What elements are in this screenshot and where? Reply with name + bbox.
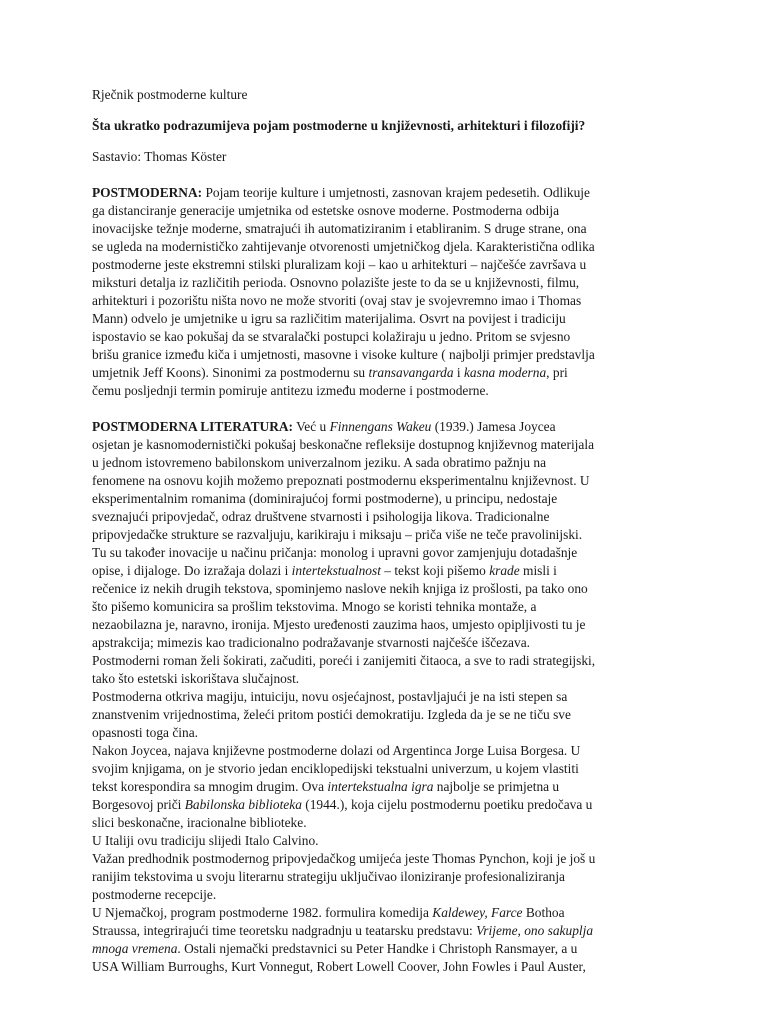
- text-line: [92, 292, 682, 310]
- text-segment: ga distanciranje generacije umjetnika od estetske osnove moderne. Postmoderna odbija: [92, 203, 560, 218]
- text-segment: , pri: [546, 365, 568, 380]
- text-segment: ranijim tekstovima u svoju literarnu strategiju uključivao iloniziranje profesionaliziranja: [92, 869, 566, 884]
- italic-term: mnoga vremena: [92, 941, 178, 956]
- text-line: [92, 670, 682, 688]
- italic-term: kasna moderna: [463, 365, 547, 380]
- section-postmoderna: [92, 184, 682, 400]
- text-segment: U Italiji ovu tradiciju slijedi Italo Calvino.: [92, 833, 319, 848]
- text-line: [92, 274, 682, 292]
- text-line: [92, 382, 682, 400]
- text-line: [92, 724, 682, 742]
- text-segment: – tekst koji pišemo: [380, 563, 490, 578]
- text-segment: misli i: [519, 563, 557, 578]
- text-line: [92, 760, 682, 778]
- text-line: [92, 616, 682, 634]
- text-segment: ispostavio se kao pokušaj da se stvaralački postupci kolažiraju u jedno. Pritom se svjesno: [92, 329, 571, 344]
- document-header: Rječnik postmoderne kulture: [92, 87, 248, 102]
- text-line: [92, 634, 682, 652]
- text-segment: najbolje se primjetna u: [433, 779, 560, 794]
- text-segment: arhitekturi i pozorištu ništa novo ne može stvoriti (ovaj stav je svojevremno imao i Thomas: [92, 293, 582, 308]
- text-segment: brišu granice između kiča i umjetnosti, masovne i visoke kulture ( najbolji primjer predstavlja: [92, 347, 595, 362]
- text-segment: se ugleda na modernističko zahtijevanje otvorenosti umjetničkog djela. Karakteristična odlika: [92, 239, 595, 254]
- text-line: [92, 184, 682, 202]
- text-line: [92, 202, 682, 220]
- text-line: [92, 904, 682, 922]
- text-segment: Nakon Joycea, najava književne postmoderne dolazi od Argentinca Jorge Luisa Borgesa. U: [92, 743, 581, 758]
- text-segment: eksperimentalnim romanima (dominirajućoj formi postmoderne), u principu, nedostaje: [92, 491, 558, 506]
- text-line: [92, 922, 682, 940]
- text-line: [92, 472, 682, 490]
- text-line: [92, 436, 682, 454]
- text-line: [92, 778, 682, 796]
- text-line: [92, 832, 682, 850]
- text-line: [92, 508, 682, 526]
- italic-term: Babilonska biblioteka: [184, 797, 302, 812]
- text-segment: (1939.) Jamesa Joycea: [431, 419, 556, 434]
- document-author: Sastavio: Thomas Köster: [92, 149, 227, 164]
- text-segment: opise, i dijaloge. Do izražaja dolazi i: [92, 563, 292, 578]
- document-question: Šta ukratko podrazumijeva pojam postmoderne u književnosti, arhitekturi i filozofiji?: [92, 118, 586, 133]
- text-line: [92, 706, 682, 724]
- text-line: [92, 310, 682, 328]
- text-line: [92, 598, 682, 616]
- text-segment: svojim knjigama, on je stvorio jedan enciklopedijski tekstualni univerzum, u kojem vlastiti: [92, 761, 579, 776]
- text-line: [92, 958, 682, 976]
- text-line: [92, 418, 682, 436]
- text-segment: znanstvenim vrijednostima, želeći pritom postići demokratiju. Izgleda da je se ne tiču sve: [92, 707, 571, 722]
- text-segment: USA William Burroughs, Kurt Vonnegut, Robert Lowell Coover, John Fowles i Paul Auster,: [92, 959, 586, 974]
- text-segment: tekst korespondira sa mnogim drugim. Ova: [92, 779, 328, 794]
- bold-term: POSTMODERNA LITERATURA:: [92, 419, 294, 434]
- text-segment: Pojam teorije kulture i umjetnosti, zasnovan krajem pedesetih. Odlikuje: [202, 185, 590, 200]
- text-segment: inovacijske težnje moderne, smatrajući ih automatiziranim i etabliranim. S druge strane, ona: [92, 221, 587, 236]
- italic-term: transavangarda: [368, 365, 454, 380]
- text-segment: apstrakcija; mimezis kao tradicionalno podražavanje stvarnosti najčešće iščezava.: [92, 635, 530, 650]
- italic-term: intertekstualna igra: [327, 779, 434, 794]
- text-segment: Važan predhodnik postmodernog pripovjedačkog umijeća jeste Thomas Pynchon, koji je još u: [92, 851, 596, 866]
- text-segment: pripovjedačke strukture se razvaljuju, karikiraju i miksaju – priča više ne teče pravolinijski.: [92, 527, 583, 542]
- text-segment: tako što estetski iskorištava slučajnost.: [92, 671, 300, 686]
- text-segment: umjetnik Jeff Koons). Sinonimi za postmodernu su: [92, 365, 369, 380]
- text-line: [92, 868, 682, 886]
- document-page: [92, 86, 682, 976]
- text-line: [92, 256, 682, 274]
- text-line: [92, 814, 682, 832]
- text-line: [92, 580, 682, 598]
- text-line: [92, 526, 682, 544]
- text-segment: opasnosti toga čina.: [92, 725, 198, 740]
- italic-term: intertekstualnost: [291, 563, 381, 578]
- text-segment: Straussa, integrirajući time teoretsku nadgradnju u teatarsku predstavu:: [92, 923, 477, 938]
- text-segment: Borgesovoj priči: [92, 797, 185, 812]
- text-line: [92, 886, 682, 904]
- text-segment: . Ostali njemački predstavnici su Peter Handke i Christoph Ransmayer, a u: [177, 941, 578, 956]
- text-segment: sveznajući pripovjedač, odraz društvene stvarnosti i psihologija likova. Tradicionalne: [92, 509, 550, 524]
- text-segment: (1944.), koja cijelu postmodernu poetiku predočava u: [301, 797, 593, 812]
- italic-term: Kaldewey, Farce: [432, 905, 523, 920]
- text-segment: fenomene na osnovu kojih možemo prepoznati postmodernu eksperimentalnu književnost. U: [92, 473, 590, 488]
- italic-term: Vrijeme, ono sakuplja: [476, 923, 594, 938]
- text-segment: Već u: [293, 419, 330, 434]
- text-line: [92, 238, 682, 256]
- text-segment: što pišemo komunicira sa prošlim tekstovima. Mnogo se koristi tehnika montaže, a: [92, 599, 537, 614]
- text-line: [92, 562, 682, 580]
- text-segment: i: [453, 365, 464, 380]
- text-segment: Bothoa: [522, 905, 565, 920]
- text-line: [92, 796, 682, 814]
- text-segment: Postmoderna otkriva magiju, intuiciju, novu osjećajnost, postavljajući je na isti stepen sa: [92, 689, 568, 704]
- text-line: [92, 220, 682, 238]
- text-line: [92, 742, 682, 760]
- text-segment: U Njemačkoj, program postmoderne 1982. formulira komedija: [92, 905, 433, 920]
- bold-term: POSTMODERNA:: [92, 185, 203, 200]
- text-segment: slici beskonačne, iracionalne biblioteke.: [92, 815, 307, 830]
- text-line: [92, 940, 682, 958]
- text-segment: osjetan je kasnomodernistički pokušaj beskonačne refleksije dostupnog književnog materijala: [92, 437, 595, 452]
- text-line: [92, 490, 682, 508]
- text-segment: u jednom istovremeno babilonskom univerzalnom jeziku. A sada obratimo pažnju na: [92, 455, 547, 470]
- text-segment: postmoderne jeste ekstremni stilski pluralizam koji – kao u arhitekturi – najčešće završava u: [92, 257, 587, 272]
- text-segment: rečenice iz nekih drugih tekstova, spominjemo naslove nekih knjiga iz prošlosti, pa tako ono: [92, 581, 588, 596]
- italic-term: krade: [489, 563, 520, 578]
- text-line: [92, 688, 682, 706]
- text-line: [92, 454, 682, 472]
- text-line: [92, 652, 682, 670]
- text-segment: nezaobilazna je, naravno, ironija. Mjesto uređenosti zauzima haos, umjesto opipljivosti tu je: [92, 617, 586, 632]
- text-segment: Mann) odvelo je umjetnike u igru sa različitim materijalima. Osvrt na povijest i tradiciju: [92, 311, 566, 326]
- text-segment: Postmoderni roman želi šokirati, začuditi, poreći i zanijemiti čitaoca, a sve to radi strategijski,: [92, 653, 596, 668]
- text-line: [92, 544, 682, 562]
- text-segment: čemu posljednji termin pomiruje antitezu između moderne i postmoderne.: [92, 383, 489, 398]
- text-line: [92, 850, 682, 868]
- text-line: [92, 328, 682, 346]
- text-line: [92, 346, 682, 364]
- section-postmoderna-literatura: [92, 418, 682, 976]
- text-line: [92, 364, 682, 382]
- text-segment: Tu su također inovacije u načinu pričanja: monolog i upravni govor zamjenjuju dotadašnje: [92, 545, 578, 560]
- text-segment: miksturi detalja iz različitih perioda. Osnovno polazište jeste to da se u književnosti, filmu,: [92, 275, 580, 290]
- text-segment: postmoderne recepcije.: [92, 887, 217, 902]
- italic-term: Finnengans Wakeu: [329, 419, 432, 434]
